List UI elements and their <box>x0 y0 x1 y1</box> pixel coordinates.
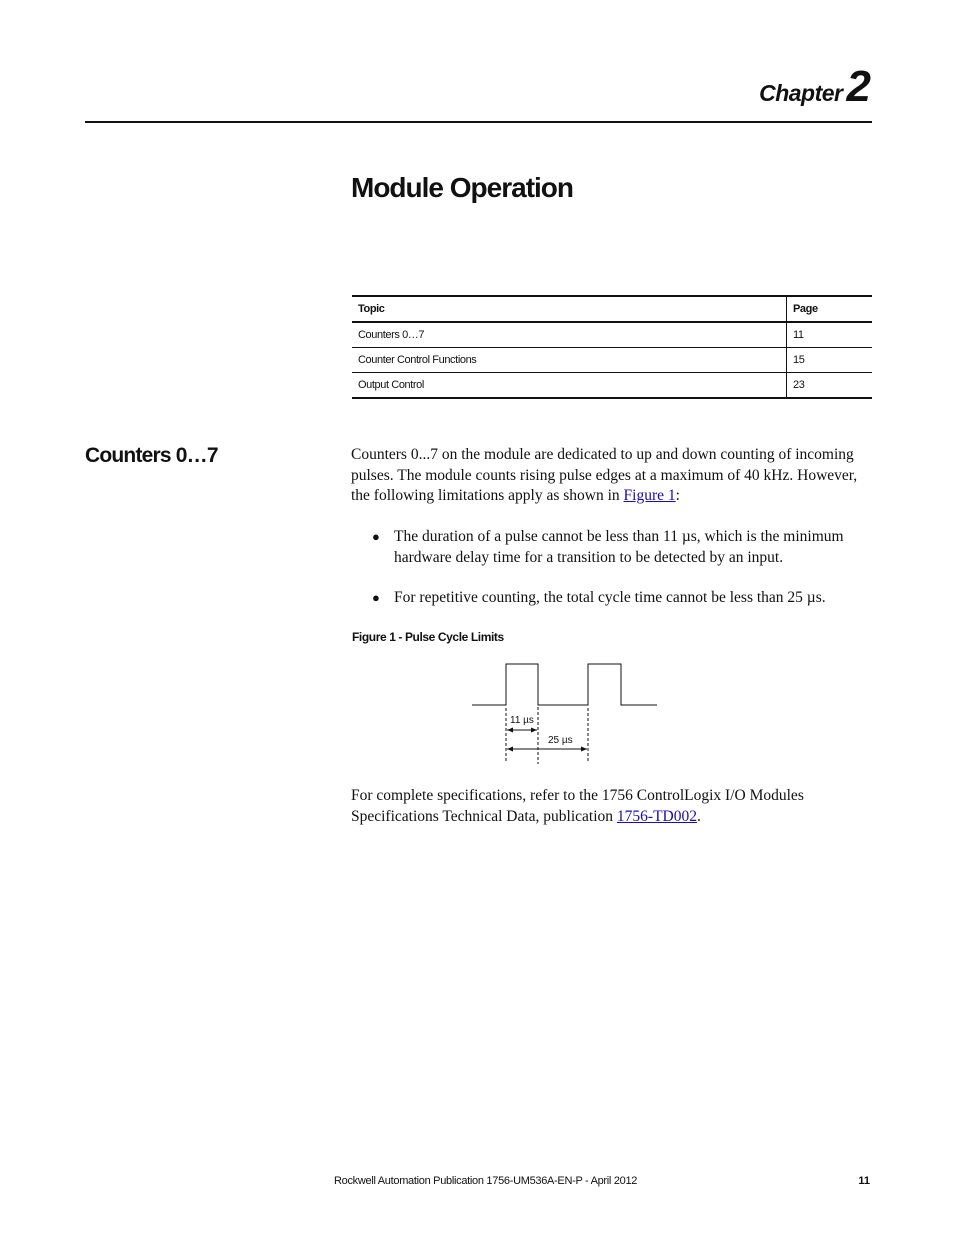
list-item-text: For repetitive counting, the total cycle time cannot be less than 25 µs. <box>394 589 826 606</box>
table-row <box>352 373 872 399</box>
page-title: Module Operation <box>351 172 573 203</box>
list-item <box>372 526 872 568</box>
spec-text: For complete specifications, refer to the 1756 ControlLogix I/O Modules Specifications Technical Data, publication <box>351 787 804 825</box>
intro-end: : <box>675 487 680 504</box>
pulse-waveform <box>472 664 657 705</box>
td002-link[interactable]: 1756-TD002 <box>616 807 697 825</box>
table-cell-topic: Counter Control Functions <box>352 348 787 373</box>
page-number: 11 <box>858 1175 870 1187</box>
table-cell-page: 23 <box>787 373 873 399</box>
intro-text: Counters 0...7 on the module are dedicated to up and down counting of incoming pulses. The module counts rising pulse edges at a maximum of 40 kHz. However, the following limitations apply as shown in <box>351 446 858 504</box>
arrowhead-left-icon <box>507 747 513 752</box>
table-row <box>352 322 872 348</box>
pulse-cycle-diagram <box>470 660 670 770</box>
topic-table <box>352 295 872 399</box>
footer-publication: Rockwell Automation Publication 1756-UM536A-EN-P - April 2012 <box>334 1175 638 1187</box>
chapter-label <box>759 62 870 112</box>
intro-paragraph <box>351 445 876 507</box>
list-item <box>372 587 872 608</box>
table-header-row <box>352 296 872 322</box>
arrowhead-right-icon <box>531 728 537 733</box>
pulse-width-label: 11 µs <box>510 715 534 726</box>
figure-1-link[interactable]: Figure 1 <box>623 487 676 504</box>
spec-paragraph <box>351 786 876 827</box>
spec-end: . <box>697 807 701 825</box>
arrowhead-right-icon <box>581 747 587 752</box>
bullet-icon: ● <box>372 590 380 605</box>
figure-caption: Figure 1 - Pulse Cycle Limits <box>352 630 504 644</box>
bullet-icon: ● <box>372 529 380 544</box>
section-heading: Counters 0…7 <box>85 444 218 467</box>
table-cell-page: 15 <box>787 348 873 373</box>
table-cell-topic: Counters 0…7 <box>352 322 787 348</box>
chapter-rule <box>85 121 872 123</box>
cycle-time-label: 25 µs <box>548 735 573 746</box>
header-page: Page <box>787 296 873 322</box>
chapter-word: Chapter <box>759 80 843 106</box>
list-item-text: The duration of a pulse cannot be less than 11 µs, which is the minimum hardware delay time for a transition to be detected by an input. <box>394 528 844 566</box>
arrowhead-left-icon <box>507 728 513 733</box>
table-row <box>352 348 872 373</box>
chapter-number: 2 <box>846 62 870 111</box>
table-cell-topic: Output Control <box>352 373 787 399</box>
table-cell-page: 11 <box>787 322 873 348</box>
header-topic: Topic <box>352 296 787 322</box>
